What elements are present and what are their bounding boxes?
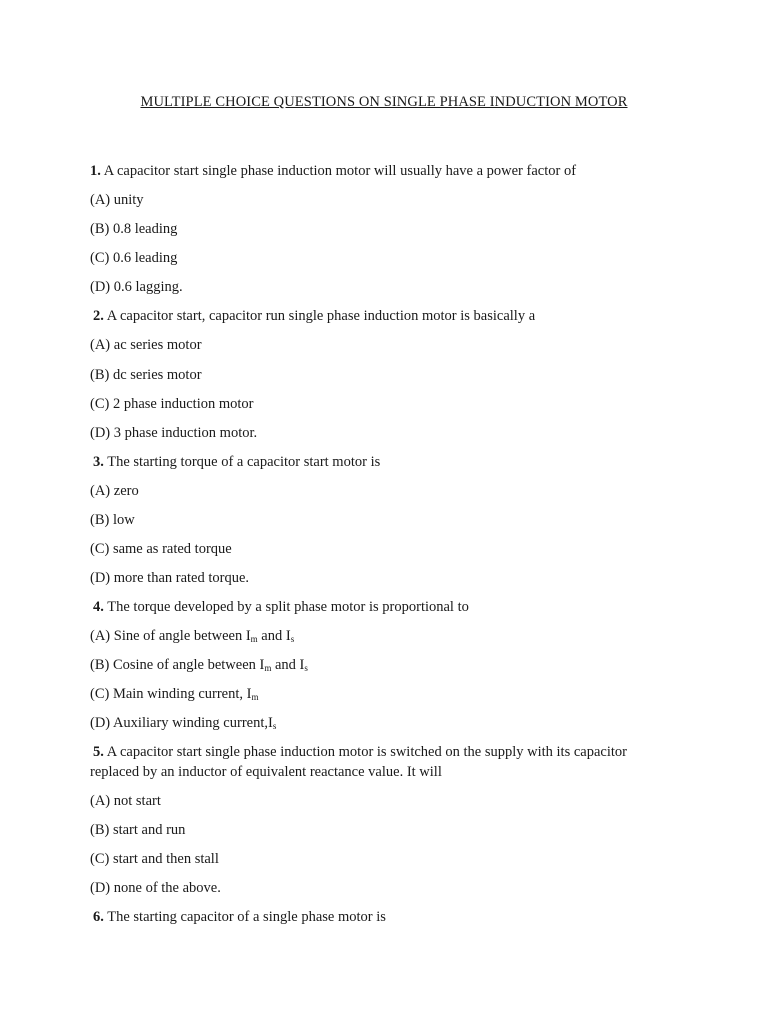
subscript: s (304, 663, 308, 673)
question-text: A capacitor start, capacitor run single phase induction motor is basically a (106, 308, 536, 324)
question-5-continued: replaced by an inductor of equivalent reactance value. It will (90, 764, 442, 780)
option-1a: (A) unity (90, 192, 144, 208)
subscript: s (290, 634, 295, 644)
question-4 (93, 597, 469, 617)
question-number: 1. (90, 163, 101, 179)
question-number: 2. (93, 308, 104, 324)
option-text: and I (257, 628, 291, 644)
option-text: (B) Cosine of angle between I (90, 657, 265, 673)
option-5d: (D) none of the above. (90, 880, 221, 896)
subscript: m (251, 692, 259, 702)
question-number: 5. (93, 744, 104, 760)
question-text: A capacitor start single phase induction motor is switched on the supply with its capacitor (106, 744, 627, 760)
question-number: 3. (93, 454, 104, 470)
option-text: (D) Auxiliary winding current,I (90, 715, 273, 731)
option-text: and I (271, 657, 305, 673)
question-text: The starting capacitor of a single phase motor is (107, 909, 386, 925)
option-1b: (B) 0.8 leading (90, 221, 178, 237)
question-text: A capacitor start single phase induction motor will usually have a power factor of (103, 163, 577, 179)
option-2b: (B) dc series motor (90, 367, 202, 383)
option-5c: (C) start and then stall (90, 851, 219, 867)
option-3a: (A) zero (90, 483, 139, 499)
option-4a (90, 626, 294, 646)
question-text: The torque developed by a split phase motor is proportional to (107, 599, 469, 615)
question-1 (90, 161, 576, 181)
option-1d: (D) 0.6 lagging. (90, 279, 183, 295)
subscript: s (272, 721, 277, 731)
option-4b (90, 655, 308, 675)
option-1c: (C) 0.6 leading (90, 250, 178, 266)
option-2c: (C) 2 phase induction motor (90, 396, 254, 412)
question-6 (93, 907, 386, 927)
question-text: The starting torque of a capacitor start motor is (107, 454, 381, 470)
option-5b: (B) start and run (90, 822, 186, 838)
option-2a: (A) ac series motor (90, 337, 202, 353)
document-title: MULTIPLE CHOICE QUESTIONS ON SINGLE PHASE INDUCTION MOTOR (140, 94, 628, 110)
subscript: m (264, 663, 272, 673)
question-number: 4. (93, 599, 104, 615)
subscript: m (250, 634, 258, 644)
option-3d: (D) more than rated torque. (90, 570, 250, 586)
option-3b: (B) low (90, 512, 135, 528)
question-2 (93, 306, 535, 326)
option-text: (C) Main winding current, I (90, 686, 252, 702)
option-4d (90, 713, 276, 733)
question-3 (93, 452, 380, 472)
option-3c: (C) same as rated torque (90, 541, 232, 557)
option-text: (A) Sine of angle between I (90, 628, 251, 644)
question-number: 6. (93, 909, 104, 925)
option-2d: (D) 3 phase induction motor. (90, 425, 258, 441)
option-5a: (A) not start (90, 793, 161, 809)
question-5 (93, 742, 627, 762)
option-4c (90, 684, 259, 704)
